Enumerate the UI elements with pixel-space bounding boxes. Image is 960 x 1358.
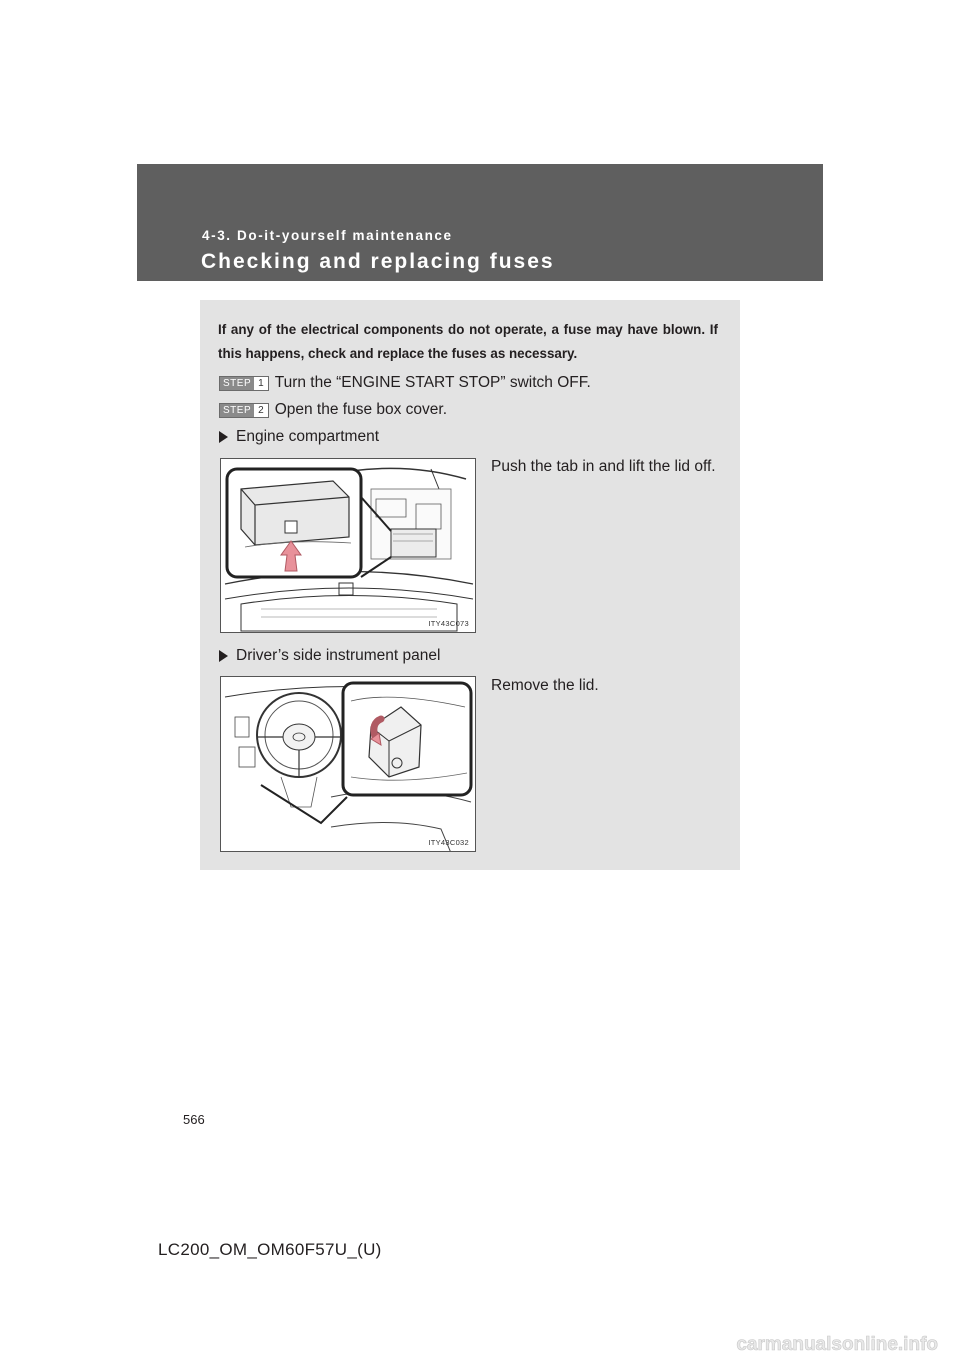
step-1-text: Turn the “ENGINE START STOP” switch OFF.: [274, 374, 591, 391]
figure-code: ITY43C032: [428, 838, 469, 847]
section-label: 4-3. Do-it-yourself maintenance: [202, 228, 453, 243]
location-instruction: Push the tab in and lift the lid off.: [491, 458, 716, 475]
intro-paragraph: If any of the electrical components do not operate, a fuse may have blown. If this happens, check and replace the fuses as necessary.: [218, 322, 718, 361]
step-badge-1: STEP 1: [219, 376, 269, 391]
location-label: Driver’s side instrument panel: [236, 647, 441, 664]
page-number: 566: [183, 1112, 205, 1127]
step-badge-2: STEP 2: [219, 403, 269, 418]
location-label: Engine compartment: [236, 428, 380, 445]
location-instruction: Remove the lid.: [491, 677, 599, 694]
svg-text:carmanualsonline.info: carmanualsonline.info: [736, 1334, 938, 1355]
page-title: Checking and replacing fuses: [201, 250, 555, 273]
figure-code: ITY43C073: [428, 619, 469, 628]
document-code: LC200_OM_OM60F57U_(U): [158, 1240, 382, 1259]
step-2-text: Open the fuse box cover.: [274, 401, 448, 418]
